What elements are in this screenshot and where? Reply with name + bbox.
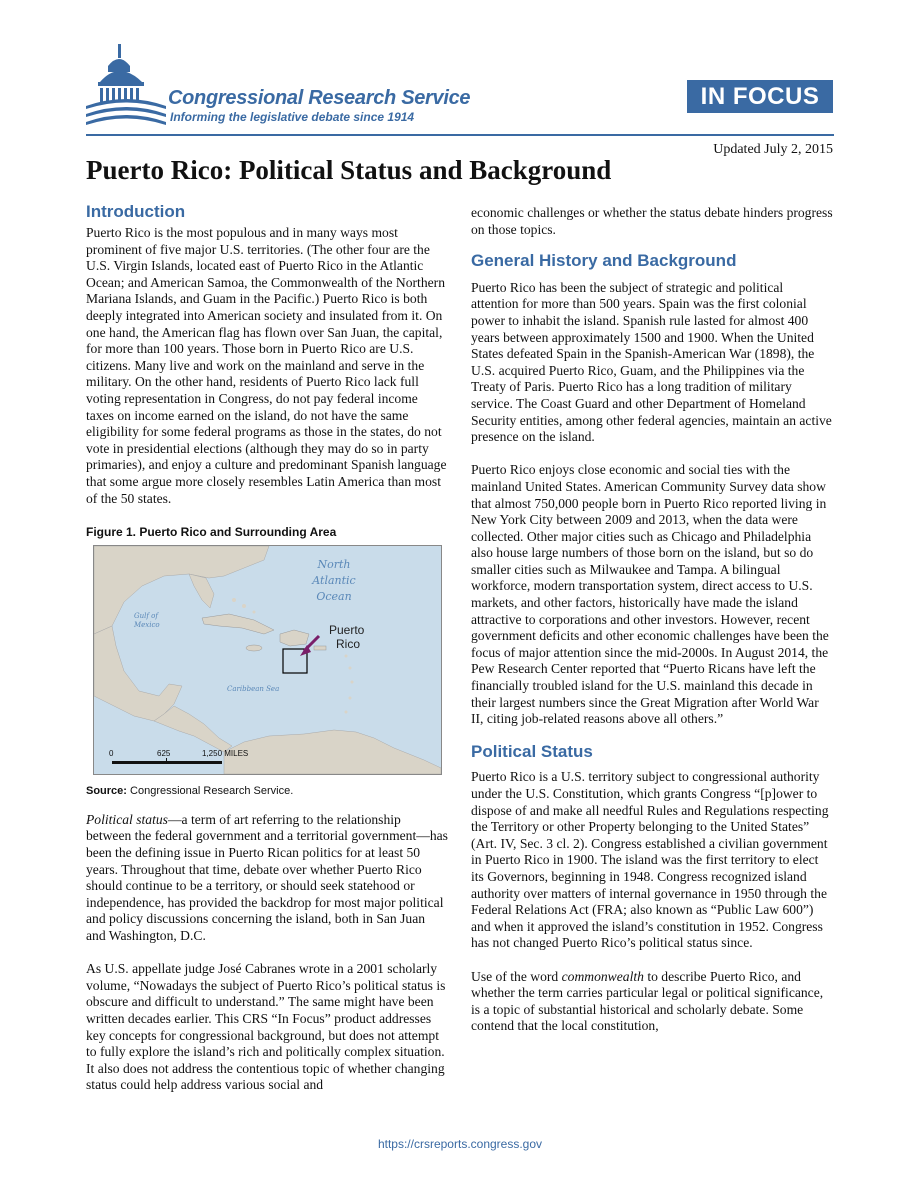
- org-name: Congressional Research Service: [168, 87, 471, 109]
- history-paragraph-1: Puerto Rico has been the subject of strategic and political attention for more than 500 years. Spain was the first colonial power to inhabit the island. Spanish rule lasted for almost 400 years between approximately 1500 and 1900. When the United States defeated Spain in the Spanish-American War (1898), the U.S. acquired Puerto Rico, Guam, and the Philippines via the Treaty of Paris. Puerto Rico has a long tradition of military service. The Coast Guard and other Department of Homeland Security entities, among other federal agencies, maintain an active presence on the island.: [471, 279, 832, 445]
- source-text: Congressional Research Service.: [126, 785, 294, 798]
- intro-paragraph-3: As U.S. appellate judge José Cabranes wrote in a 2001 scholarly volume, “Nowadays the subject of Puerto Rico’s political status is obscure and difficult to understand.” The same might have been written decades earlier. This CRS “In Focus” product addresses key concepts for congressional background, but does not attempt to fully explore the island’s rich and politically complex situation. It also does not address the contentious topic of whether changing status could help address various social and: [86, 961, 446, 1093]
- label-puerto: Puerto: [329, 623, 365, 638]
- history-paragraph-2: Puerto Rico enjoys close economic and social ties with the mainland United States. American Community Survey data show that almost 750,000 people born in Puerto Rico reported living in New York City between 2009 and 2013, when the data were collected. Other major cities such as Chicago and Philadelphia also house large numbers of those born on the island, but so do smaller cities such as Milwaukee and Tampa. A bilingual workforce, modern transportation system, direct access to U.S. markets, and other factors, historically have made the island attractive to corporations and other investors. However, recent government deficits and other economic challenges have been the focus of major attention since the mid-2000s. In August 2014, the Pew Research Center reported that “Puerto Ricans have left the financially troubled island for the U.S. mainland this decade in their largest numbers since the Great Migration after World War II, citing job-related reasons above all others.”: [471, 462, 829, 727]
- status-paragraph-1: Puerto Rico is a U.S. territory subject to congressional authority under the U.S. Constitution, which grants Congress “[p]ower to dispose of and make all needful Rules and Regulations respecting the Territory or other Property belonging to the United States” (Art. IV, Sec. 3 cl. 2). Congress established a civilian government in Puerto Rico in 1900. The island was the first territory to elect its Governors, beginning in 1948. Congress recognized island authority over matters of internal governance in 1950 through the Federal Relations Act (FRA; also known as “Public Law 600”) and when it approved the island’s constitution in 1952. Congress has not changed Puerto Rico’s political status since.: [471, 769, 829, 951]
- label-atlantic: Atlantic: [312, 574, 356, 588]
- updated-date: Updated July 2, 2015: [713, 142, 833, 157]
- land-antilles-5: [345, 711, 348, 714]
- label-north: North: [317, 558, 351, 572]
- label-ocean: Ocean: [316, 590, 352, 604]
- political-status-term: Political status: [86, 811, 168, 827]
- introduction-heading: Introduction: [86, 202, 186, 221]
- intro-paragraph-2-text: —a term of art referring to the relationship between the federal government and a territorial government—has been the defining issue in Puerto Rican politics for at least 50 years. Throughout that time, debate over whether Puerto Rico should continue to be a territory, or should seek statehood or independence, has provided the backdrop for most major political and policy discussions concerning the island, both in San Juan and Washington, D.C.: [86, 811, 448, 944]
- status-paragraph-2-a: Use of the word: [471, 968, 562, 984]
- land-antilles-3: [351, 681, 354, 684]
- status-heading: Political Status: [471, 742, 593, 762]
- land-puerto-rico: [314, 646, 326, 650]
- header-rule: [86, 134, 834, 136]
- history-heading: General History and Background: [471, 250, 737, 270]
- label-gulf: Gulf of: [134, 612, 158, 621]
- caribbean-map: [93, 545, 442, 775]
- land-antilles-4: [349, 697, 352, 700]
- label-rico: Rico: [336, 637, 361, 652]
- figure-source: [86, 783, 448, 800]
- page-title: Puerto Rico: Political Status and Background: [86, 155, 612, 185]
- in-focus-badge: IN FOCUS: [687, 80, 833, 113]
- commonwealth-term: commonwealth: [561, 968, 644, 984]
- intro-paragraph-3-cont: economic challenges or whether the status debate hinders progress on those topics.: [471, 205, 833, 237]
- label-caribbean: Caribbean Sea: [227, 685, 280, 694]
- land-bahamas-2: [242, 604, 246, 608]
- intro-paragraph-1: Puerto Rico is the most populous and in many ways most prominent of five major U.S. territories. (The other four are the U.S. Virgin Islands, located east of Puerto Rico in the Atlantic Ocean; and American Samoa, the Commonwealth of the Northern Mariana Islands, and Guam in the Pacific.) Puerto Rico is both deeply integrated into American society and insulated from it. On one hand, the American flag has flown over San Juan, the capital, for more than 100 years. Those born in Puerto Rico are U.S. citizens. Many live and work on the mainland and serve in the military. On the other hand, residents of Puerto Rico lack full voting representation in Congress, do not pay federal income taxes on income earned on the island, do not have the same eligibility for some federal programs as those in the states, do not vote in presidential elections (although they may do so in party primaries), and enjoy a culture and predominant Spanish language that some argue more closely resembles Latin America than most of the 50 states.: [86, 225, 447, 506]
- source-label: Source:: [86, 785, 127, 798]
- right-column: [471, 205, 833, 1052]
- label-mexico: Mexico: [134, 621, 160, 630]
- scale-label-0: 0: [109, 749, 114, 759]
- scale-label-1250: 1,250 MILES: [202, 749, 249, 759]
- land-bahamas-1: [232, 598, 236, 602]
- org-tagline: Informing the legislative debate since 1914: [170, 110, 415, 124]
- land-jamaica: [246, 645, 262, 651]
- land-antilles-1: [345, 655, 348, 658]
- land-antilles-2: [349, 667, 352, 670]
- intro-paragraph-2: [86, 812, 448, 945]
- scale-tick: [166, 758, 167, 764]
- scale-label-625: 625: [157, 749, 171, 759]
- figure-title: Figure 1. Puerto Rico and Surrounding Area: [86, 524, 337, 539]
- footer-url[interactable]: https://crsreports.congress.gov: [377, 1137, 543, 1151]
- left-column: [86, 202, 448, 1111]
- status-paragraph-2-b: to describe Puerto Rico, and whether the term carries particular legal or political significance, is a topic of substantial historical and scholarly debate. Some contend that the local constitution,: [471, 968, 824, 1034]
- land-bahamas-3: [253, 611, 256, 614]
- status-paragraph-2: [471, 969, 833, 1035]
